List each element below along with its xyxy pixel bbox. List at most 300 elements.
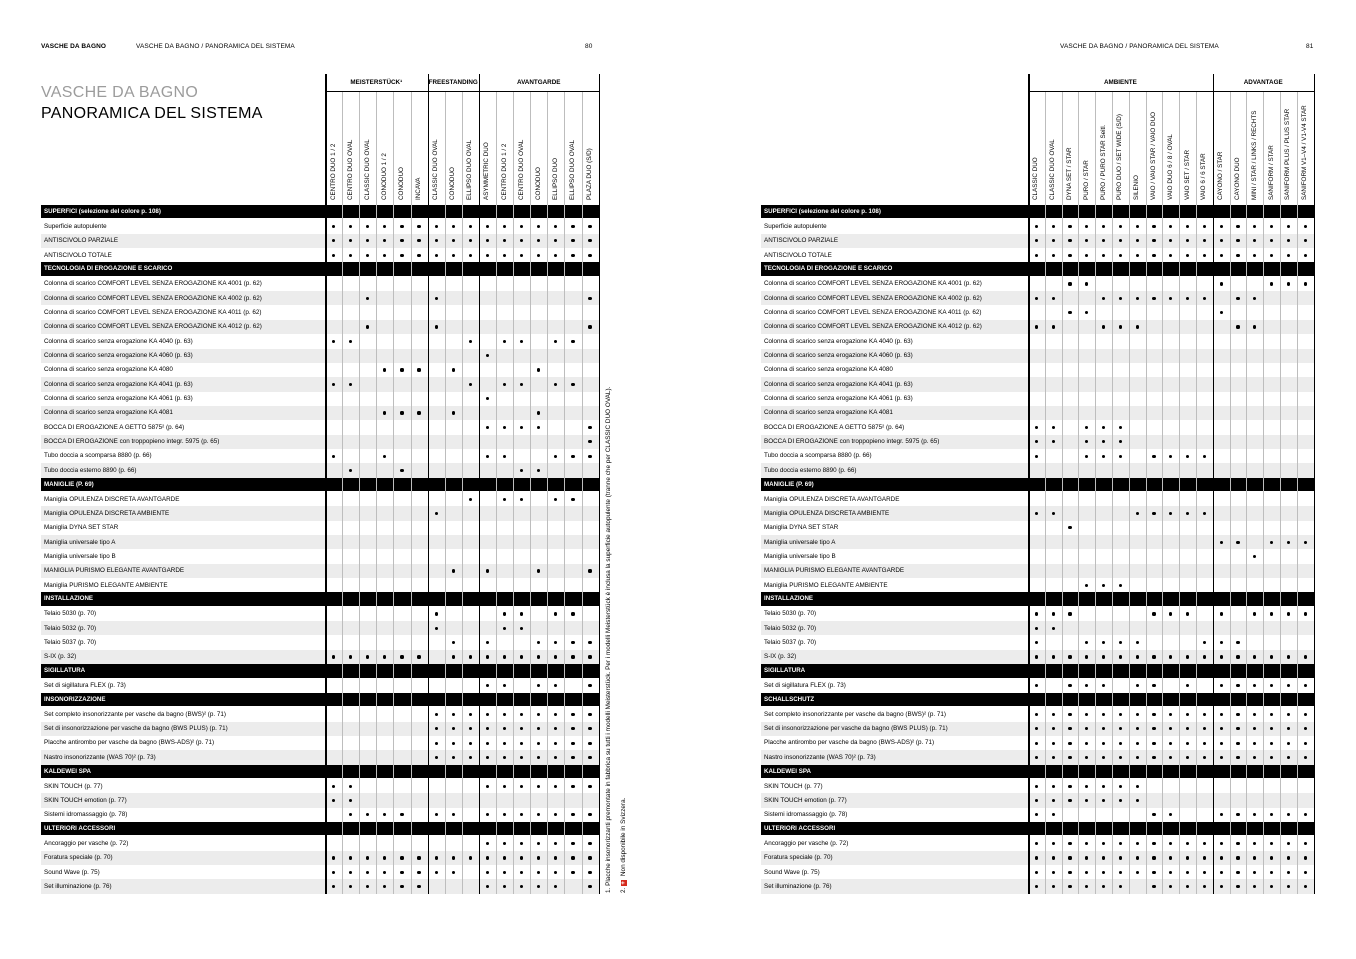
availability-dot	[1119, 455, 1122, 458]
availability-dot	[1169, 225, 1172, 228]
availability-dot	[1304, 541, 1307, 544]
column-divider	[564, 92, 565, 894]
row-label: Telaio 5030 (p. 70)	[764, 610, 817, 618]
column-header: ELLIPSO DUO OVAL	[466, 139, 474, 200]
availability-dot	[1102, 713, 1105, 716]
availability-dot	[1152, 727, 1155, 730]
section-title: ULTERIORI ACCESSORI	[764, 825, 836, 833]
availability-dot	[554, 813, 557, 816]
availability-dot	[1253, 684, 1256, 687]
section-title: TECNOLOGIA DI EROGAZIONE E SCARICO	[44, 265, 173, 273]
availability-dot	[1152, 684, 1155, 687]
availability-dot	[503, 655, 506, 658]
availability-dot	[1304, 282, 1307, 285]
availability-dot	[503, 455, 506, 458]
section-header	[41, 822, 599, 835]
availability-dot	[417, 871, 420, 874]
availability-dot	[1152, 455, 1155, 458]
availability-dot	[1304, 713, 1307, 716]
table-row	[761, 305, 1314, 319]
availability-dot	[332, 885, 335, 888]
availability-dot	[1068, 655, 1071, 658]
table-row	[41, 779, 599, 793]
availability-dot	[1035, 799, 1038, 802]
availability-dot	[571, 340, 574, 343]
availability-dot	[588, 871, 591, 874]
row-label: S-IX (p. 32)	[44, 653, 77, 661]
availability-dot	[349, 785, 352, 788]
table-row	[41, 349, 599, 363]
availability-dot	[520, 239, 523, 242]
availability-dot	[1236, 885, 1239, 888]
availability-dot	[332, 785, 335, 788]
table-row	[41, 420, 599, 434]
row-label: Sistemi idromassaggio (p. 78)	[764, 811, 848, 819]
row-label: BOCCA DI EROGAZIONE A GETTO 5875² (p. 64)	[764, 423, 905, 431]
table-row	[761, 549, 1314, 563]
column-divider	[496, 92, 497, 894]
availability-dot	[554, 340, 557, 343]
table-row	[761, 808, 1314, 822]
availability-dot	[1068, 856, 1071, 859]
availability-dot	[383, 885, 386, 888]
availability-dot	[1186, 254, 1189, 257]
availability-dot	[486, 871, 489, 874]
table-row	[761, 219, 1314, 233]
availability-dot	[1119, 655, 1122, 658]
availability-dot	[1068, 885, 1071, 888]
right-page	[678, 0, 1356, 959]
availability-dot	[383, 225, 386, 228]
table-row	[761, 234, 1314, 248]
availability-dot	[366, 239, 369, 242]
availability-dot	[520, 225, 523, 228]
availability-dot	[588, 440, 591, 443]
availability-dot	[503, 871, 506, 874]
row-label: SKIN TOUCH emotion (p. 77)	[44, 796, 127, 804]
availability-dot	[1085, 727, 1088, 730]
availability-dot	[554, 225, 557, 228]
availability-dot	[1169, 254, 1172, 257]
section-title: MANIGLIE (P. 69)	[764, 480, 814, 488]
availability-dot	[1220, 541, 1223, 544]
availability-dot	[571, 727, 574, 730]
row-label: MANIGLIA PURISMO ELEGANTE AVANTGARDE	[44, 567, 185, 575]
table-row	[761, 607, 1314, 621]
availability-dot	[332, 655, 335, 658]
availability-dot	[417, 254, 420, 257]
availability-dot	[520, 340, 523, 343]
footnote-2	[620, 798, 627, 893]
availability-dot	[366, 655, 369, 658]
availability-dot	[1220, 655, 1223, 658]
column-divider	[445, 92, 446, 894]
availability-dot	[1236, 325, 1239, 328]
availability-dot	[1186, 742, 1189, 745]
availability-dot	[520, 655, 523, 658]
availability-dot	[1052, 440, 1055, 443]
availability-dot	[349, 225, 352, 228]
availability-dot	[554, 455, 557, 458]
section-title: MANIGLIE (P. 69)	[44, 480, 94, 488]
row-label: Colonna di scarico COMFORT LEVEL SENZA EROGAZIONE KA 4011 (p. 62)	[764, 308, 982, 316]
availability-dot	[435, 756, 438, 759]
availability-dot	[1136, 727, 1139, 730]
availability-dot	[1236, 641, 1239, 644]
availability-dot	[537, 713, 540, 716]
availability-dot	[1169, 813, 1172, 816]
availability-dot	[1085, 756, 1088, 759]
table-row	[41, 564, 599, 578]
availability-dot	[1253, 555, 1256, 558]
availability-dot	[1052, 727, 1055, 730]
section-header	[761, 262, 1314, 275]
availability-dot	[1203, 727, 1206, 730]
availability-dot	[537, 655, 540, 658]
table-row	[761, 636, 1314, 650]
column-divider	[1179, 92, 1180, 894]
availability-dot	[503, 498, 506, 501]
availability-dot	[469, 742, 472, 745]
table-row	[761, 463, 1314, 477]
availability-dot	[503, 756, 506, 759]
table-row	[761, 248, 1314, 262]
availability-dot	[520, 813, 523, 816]
availability-dot	[1136, 842, 1139, 845]
table-row	[761, 793, 1314, 807]
column-divider	[1078, 92, 1079, 894]
column-header: PLAZA DUO (S/D)	[586, 148, 594, 200]
availability-dot	[1270, 713, 1273, 716]
availability-dot	[400, 885, 403, 888]
availability-dot	[452, 225, 455, 228]
availability-dot	[1152, 842, 1155, 845]
availability-dot	[588, 297, 591, 300]
availability-dot	[1253, 325, 1256, 328]
column-divider	[599, 74, 601, 894]
availability-dot	[383, 239, 386, 242]
availability-dot	[1236, 541, 1239, 544]
table-row	[41, 865, 599, 879]
availability-dot	[469, 254, 472, 257]
availability-dot	[554, 727, 557, 730]
availability-dot	[383, 871, 386, 874]
availability-dot	[1287, 885, 1290, 888]
availability-dot	[1152, 742, 1155, 745]
availability-dot	[1304, 254, 1307, 257]
row-label: Colonna di scarico COMFORT LEVEL SENZA EROGAZIONE KA 4001 (p. 62)	[44, 280, 262, 288]
availability-dot	[1304, 856, 1307, 859]
column-divider	[582, 92, 583, 894]
availability-dot	[469, 713, 472, 716]
availability-dot	[554, 684, 557, 687]
availability-dot	[417, 655, 420, 658]
section-header	[41, 205, 599, 218]
table-row	[41, 406, 599, 420]
availability-dot	[554, 239, 557, 242]
availability-dot	[1085, 239, 1088, 242]
availability-dot	[1035, 756, 1038, 759]
availability-dot	[1119, 756, 1122, 759]
availability-dot	[332, 254, 335, 257]
availability-dot	[383, 411, 386, 414]
column-header: CENTRO DUO 1 / 2	[329, 143, 337, 200]
availability-dot	[554, 871, 557, 874]
availability-dot	[1035, 426, 1038, 429]
availability-dot	[588, 785, 591, 788]
availability-dot	[1304, 684, 1307, 687]
availability-dot	[1236, 871, 1239, 874]
row-label: Colonna di scarico senza erogazione KA 4080	[764, 366, 893, 374]
row-label: Colonna di scarico senza erogazione KA 4041 (p. 63)	[44, 380, 193, 388]
availability-dot	[332, 856, 335, 859]
availability-dot	[452, 871, 455, 874]
availability-dot	[1287, 756, 1290, 759]
availability-dot	[1085, 655, 1088, 658]
availability-dot	[1068, 225, 1071, 228]
availability-dot	[1287, 684, 1290, 687]
column-header: INCAVA	[415, 177, 423, 200]
availability-dot	[400, 254, 403, 257]
availability-dot	[503, 727, 506, 730]
availability-dot	[332, 340, 335, 343]
row-label: Ancoraggio per vasche (p. 72)	[764, 839, 849, 847]
availability-dot	[503, 713, 506, 716]
availability-dot	[520, 727, 523, 730]
availability-dot	[486, 426, 489, 429]
availability-dot	[1287, 541, 1290, 544]
availability-dot	[1035, 785, 1038, 788]
availability-dot	[503, 813, 506, 816]
table-row	[41, 750, 599, 764]
row-label: Maniglia PURISMO ELEGANTE AMBIENTE	[44, 581, 168, 589]
availability-dot	[435, 813, 438, 816]
availability-dot	[1304, 655, 1307, 658]
column-divider	[428, 74, 430, 894]
availability-dot	[503, 426, 506, 429]
availability-dot	[1119, 426, 1122, 429]
availability-dot	[469, 383, 472, 386]
availability-dot	[554, 612, 557, 615]
availability-dot	[1102, 885, 1105, 888]
table-row	[41, 234, 599, 248]
table-row	[41, 836, 599, 850]
availability-dot	[1152, 254, 1155, 257]
section-header	[41, 664, 599, 677]
availability-dot	[554, 383, 557, 386]
section-header	[761, 592, 1314, 605]
row-label: SKIN TOUCH (p. 77)	[764, 782, 823, 790]
availability-dot	[1186, 856, 1189, 859]
row-label: Foratura speciale (p. 70)	[44, 854, 113, 862]
availability-dot	[537, 225, 540, 228]
table-row	[41, 377, 599, 391]
row-label: Set completo insonorizzante per vasche da bagno (BWS)² (p. 71)	[44, 710, 227, 718]
availability-dot	[554, 641, 557, 644]
table-row	[761, 521, 1314, 535]
availability-dot	[1119, 239, 1122, 242]
availability-dot	[400, 469, 403, 472]
availability-dot	[537, 756, 540, 759]
availability-dot	[1220, 641, 1223, 644]
availability-dot	[571, 225, 574, 228]
column-divider	[1028, 74, 1030, 894]
availability-dot	[1236, 842, 1239, 845]
column-header: CLASSIC DUO	[1032, 157, 1040, 200]
availability-dot	[520, 885, 523, 888]
availability-dot	[366, 297, 369, 300]
availability-dot	[383, 455, 386, 458]
row-label: Colonna di scarico COMFORT LEVEL SENZA EROGAZIONE KA 4002 (p. 62)	[44, 294, 262, 302]
availability-dot	[469, 340, 472, 343]
availability-dot	[1119, 254, 1122, 257]
availability-dot	[1253, 713, 1256, 716]
table-row	[41, 879, 599, 893]
table-row	[41, 722, 599, 736]
availability-dot	[503, 340, 506, 343]
row-label: Sound Wave (p. 75)	[764, 868, 820, 876]
availability-dot	[1203, 254, 1206, 257]
availability-dot	[1152, 655, 1155, 658]
availability-dot	[417, 885, 420, 888]
row-label: S-IX (p. 32)	[764, 653, 797, 661]
availability-dot	[1136, 254, 1139, 257]
row-label: Maniglia DYNA SET STAR	[44, 524, 119, 532]
column-header: PURO DUO / SET WIDE (S/D)	[1116, 114, 1124, 200]
table-row	[41, 578, 599, 592]
column-header: CENTRO DUO 1 / 2	[500, 143, 508, 200]
table-row	[41, 549, 599, 563]
availability-dot	[486, 641, 489, 644]
availability-dot	[1068, 684, 1071, 687]
availability-dot	[400, 856, 403, 859]
availability-dot	[366, 885, 369, 888]
page-number: 81	[1306, 43, 1314, 50]
availability-dot	[1169, 512, 1172, 515]
availability-dot	[1169, 742, 1172, 745]
availability-dot	[469, 239, 472, 242]
row-label: Telaio 5032 (p. 70)	[764, 624, 817, 632]
availability-dot	[520, 713, 523, 716]
availability-dot	[349, 254, 352, 257]
availability-dot	[1152, 856, 1155, 859]
availability-dot	[571, 756, 574, 759]
availability-dot	[1085, 742, 1088, 745]
availability-dot	[1304, 842, 1307, 845]
availability-dot	[1304, 225, 1307, 228]
availability-dot	[1186, 713, 1189, 716]
availability-dot	[486, 756, 489, 759]
availability-dot	[1220, 813, 1223, 816]
availability-dot	[1068, 526, 1071, 529]
availability-dot	[1220, 756, 1223, 759]
section-header	[761, 205, 1314, 218]
column-header: CENTRO DUO OVAL	[517, 139, 525, 200]
availability-dot	[1270, 856, 1273, 859]
availability-dot	[554, 254, 557, 257]
availability-dot	[1119, 885, 1122, 888]
availability-dot	[1102, 856, 1105, 859]
row-label: Set di sigillatura FLEX (p. 73)	[764, 682, 846, 690]
availability-dot	[537, 856, 540, 859]
availability-dot	[571, 383, 574, 386]
availability-dot	[520, 498, 523, 501]
availability-dot	[1052, 426, 1055, 429]
availability-dot	[1287, 727, 1290, 730]
availability-dot	[1203, 225, 1206, 228]
availability-dot	[1136, 871, 1139, 874]
availability-dot	[1236, 254, 1239, 257]
section-title: INSONORIZZAZIONE	[44, 695, 106, 703]
column-group-header: ADVANTAGE	[1243, 79, 1283, 86]
availability-dot	[1119, 871, 1122, 874]
availability-dot	[1304, 871, 1307, 874]
availability-dot	[1220, 856, 1223, 859]
availability-dot	[486, 785, 489, 788]
column-header: DYNA SET / STAR	[1066, 147, 1073, 200]
column-header: VAIO SET / STAR	[1183, 149, 1191, 200]
availability-dot	[1220, 612, 1223, 615]
availability-dot	[1085, 584, 1088, 587]
table-row	[41, 291, 599, 305]
row-label: Colonna di scarico senza erogazione KA 4041 (p. 63)	[764, 380, 913, 388]
availability-dot	[571, 813, 574, 816]
row-label: BOCCA DI EROGAZIONE con troppopieno integr. 5975 (p. 65)	[44, 438, 220, 446]
availability-dot	[588, 455, 591, 458]
availability-dot	[452, 713, 455, 716]
availability-dot	[1270, 885, 1273, 888]
section-title: INSTALLAZIONE	[44, 595, 94, 603]
column-group-header: AVANTGARDE	[516, 79, 561, 86]
availability-dot	[1085, 856, 1088, 859]
availability-dot	[1270, 742, 1273, 745]
availability-dot	[520, 469, 523, 472]
availability-dot	[1119, 742, 1122, 745]
availability-dot	[520, 842, 523, 845]
availability-dot	[1035, 641, 1038, 644]
column-divider	[1213, 74, 1215, 894]
availability-dot	[1136, 799, 1139, 802]
table-row	[761, 363, 1314, 377]
row-label: SKIN TOUCH (p. 77)	[44, 782, 103, 790]
row-label: Set illuminazione (p. 76)	[44, 882, 112, 890]
availability-dot	[1253, 225, 1256, 228]
availability-dot	[1119, 325, 1122, 328]
availability-dot	[366, 325, 369, 328]
column-divider	[342, 92, 343, 894]
availability-dot	[1270, 727, 1273, 730]
row-label: Telaio 5037 (p. 70)	[764, 639, 817, 646]
availability-dot	[1136, 856, 1139, 859]
availability-dot	[503, 627, 506, 630]
column-divider	[1297, 92, 1298, 894]
row-label: Colonna di scarico senza erogazione KA 4060 (p. 63)	[44, 352, 193, 359]
table-row	[41, 219, 599, 233]
availability-dot	[554, 856, 557, 859]
availability-dot	[1136, 641, 1139, 644]
availability-dot	[486, 713, 489, 716]
availability-dot	[1035, 297, 1038, 300]
section-title: SIGILLATURA	[44, 667, 86, 675]
table-row	[761, 435, 1314, 449]
availability-dot	[1287, 225, 1290, 228]
availability-dot	[1236, 239, 1239, 242]
availability-dot	[486, 239, 489, 242]
row-label: Colonna di scarico senza erogazione KA 4040 (p. 63)	[764, 337, 913, 345]
row-label: Maniglia universale tipo B	[44, 552, 116, 560]
availability-dot	[588, 885, 591, 888]
availability-dot	[1119, 297, 1122, 300]
